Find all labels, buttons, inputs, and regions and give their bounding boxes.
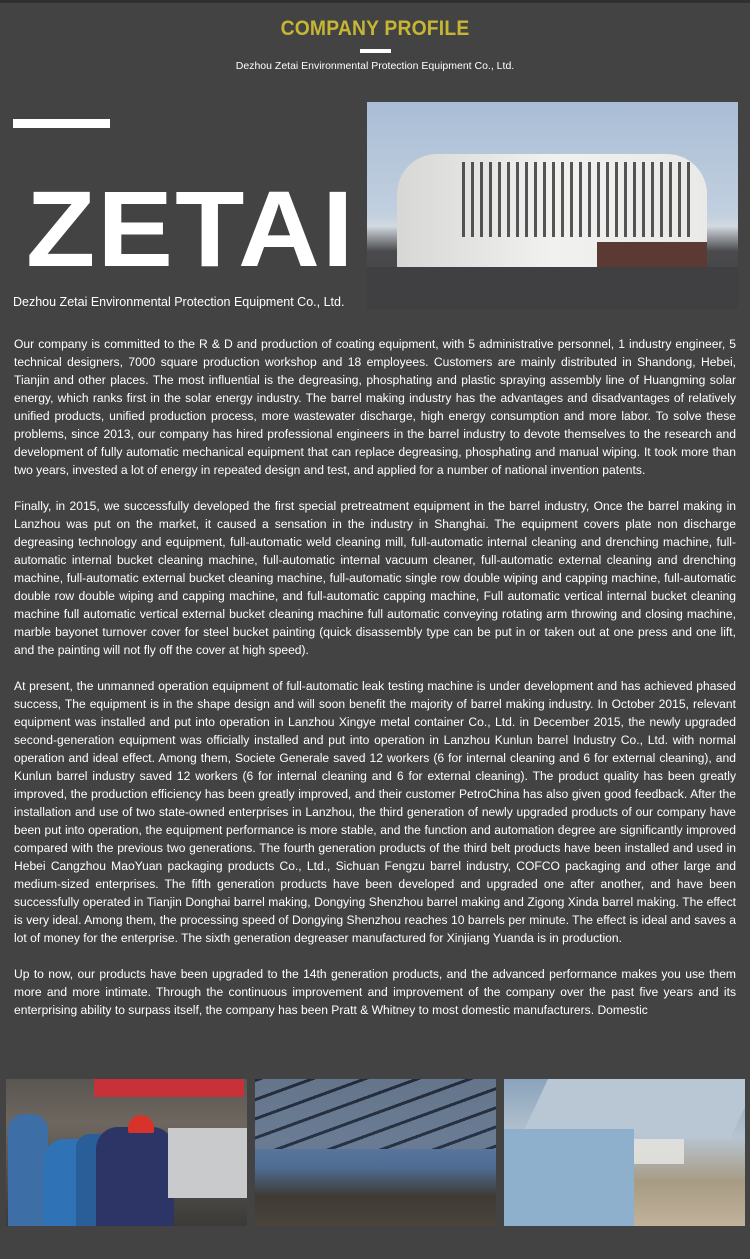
top-strip	[0, 0, 750, 3]
worker-figure	[8, 1114, 48, 1226]
paragraph-deployments: At present, the unmanned operation equipment of full-automatic leak testing machine is under development and has achieved phased success, The equipment is in the shape design and will soon benefit the majority of barrel making industry. In October 2015, relevant equipment was installed and put into operation in Lanzhou Xingye metal container Co., Ltd. in December 2015, the newly upgraded second-generation equipment was officially installed and put into operation in Lanzhou Kunlun barrel Industry Co., Ltd. with normal operation and ideal effect. Among them, Societe Generale saved 12 workers (6 for internal cleaning and 6 for external cleaning), and Kunlun barrel industry saved 12 workers (6 for internal cleaning and 6 for external cleaning). The product quality has been greatly improved, the production efficiency has been greatly improved, and their customer PetroChina has also given good feedback. After the installation and use of two state-owned enterprises in Lanzhou, the third generation of newly upgraded products of our company have been put into operation, the equipment performance is more stable, and the function and automation degree are significantly improved compared with the previous two generations. The fourth generation products of the third belt products have been installed and used in Hebei Cangzhou MaoYuan packaging products Co., Ltd., Sichuan Fengzu barrel industry, COFCO packaging and other large and medium-sized enterprises. The fifth generation products have been developed and upgraded one after another, and have been successfully operated in Tianjin Donghai barrel making, Dongying Shenzhou barrel making and Zigong Xinda barrel making. The effect is very ideal. Among them, the processing speed of Dongying Shenzhou reaches 10 barrels per minute. The effect is ideal and saves a lot of money for the enterprise. The sixth generation degreaser manufactured for Xinjiang Yuanda is in production.	[14, 679, 736, 945]
brand-logo: ZETAI	[26, 168, 356, 289]
parking-lot	[367, 267, 738, 309]
building-facade-slats	[462, 162, 692, 237]
paragraph-development: Finally, in 2015, we successfully developed the first special pretreatment equipment in the barrel industry, Once the barrel making in Lanzhou was put on the market, it caused a sensation in the industry in Shanghai. The equipment covers plate non discharge degreasing technology and equipment, full-automatic weld cleaning mill, full-automatic internal cleaning and drenching machine, full-automatic internal bucket cleaning machine, full-automatic internal vacuum cleaner, full-automatic external cleaning and drenching machine, full-automatic external bucket cleaning machine, full-automatic single row double wiping and capping machine, full-automatic double row double wiping and capping machine, and full-automatic capping machine, Full automatic vertical internal bucket cleaning machine full automatic vertical external bucket cleaning machine full automatic conveying rotating arm throwing and closing machine, marble bayonet turnover cover for steel bucket painting (quick disassembly type can be put in or taken out at one press and one lift, and the painting will not fly off the cover at high speed).	[14, 499, 736, 657]
brand-caption: Dezhou Zetai Environmental Protection Equipment Co., Ltd.	[13, 295, 345, 309]
photo-gallery	[0, 1079, 750, 1226]
workers-inspecting-equipment-photo	[6, 1079, 247, 1226]
company-building-photo	[367, 102, 738, 309]
building-entrance	[597, 242, 707, 267]
hard-hat	[128, 1115, 154, 1133]
brand-accent-bar	[13, 119, 110, 128]
red-banner	[94, 1079, 244, 1097]
control-cabinet	[168, 1128, 247, 1198]
page-subtitle: Dezhou Zetai Environmental Protection Equipment Co., Ltd.	[235, 60, 515, 72]
factory-roof-foreground	[504, 1129, 634, 1226]
title-divider	[360, 49, 391, 53]
factory-workshop-interior-photo	[255, 1079, 496, 1226]
factory-aerial-view-photo	[504, 1079, 745, 1226]
company-description	[14, 335, 736, 1037]
paragraph-current: Up to now, our products have been upgraded to the 14th generation products, and the advanced performance makes you use them more and more intimate. Through the continuous improvement and improvement of the company over the past five years and its enterprising ability to surpass itself, the company has been Pratt & Whitney to most domestic manufacturers. Domestic	[14, 967, 736, 1017]
paragraph-intro: Our company is committed to the R & D and production of coating equipment, with 5 administrative personnel, 1 industry engineer, 5 technical designers, 7000 square production workshop and 18 employees. Customers are mainly distributed in Shandong, Hebei, Tianjin and other places. The most influential is the degreasing, phosphating and plastic spraying assembly line of Huangming solar energy, which ranks first in the solar energy industry. The barrel making industry has the advantages and disadvantages of relatively unified products, unified production process, more wastewater discharge, high energy consumption and more labor. To solve these problems, since 2013, our company has hired professional engineers in the barrel industry to devote themselves to the research and development of fully automatic mechanical equipment that can replace degreasing, phosphating and manual wiping. It took more than two years, invested a lot of energy in repeated design and test, and applied for a number of national invention patents.	[14, 337, 736, 477]
workshop-roof-trusses	[255, 1079, 496, 1149]
worker-figure	[96, 1127, 174, 1226]
page-title: COMPANY PROFILE	[280, 17, 470, 40]
